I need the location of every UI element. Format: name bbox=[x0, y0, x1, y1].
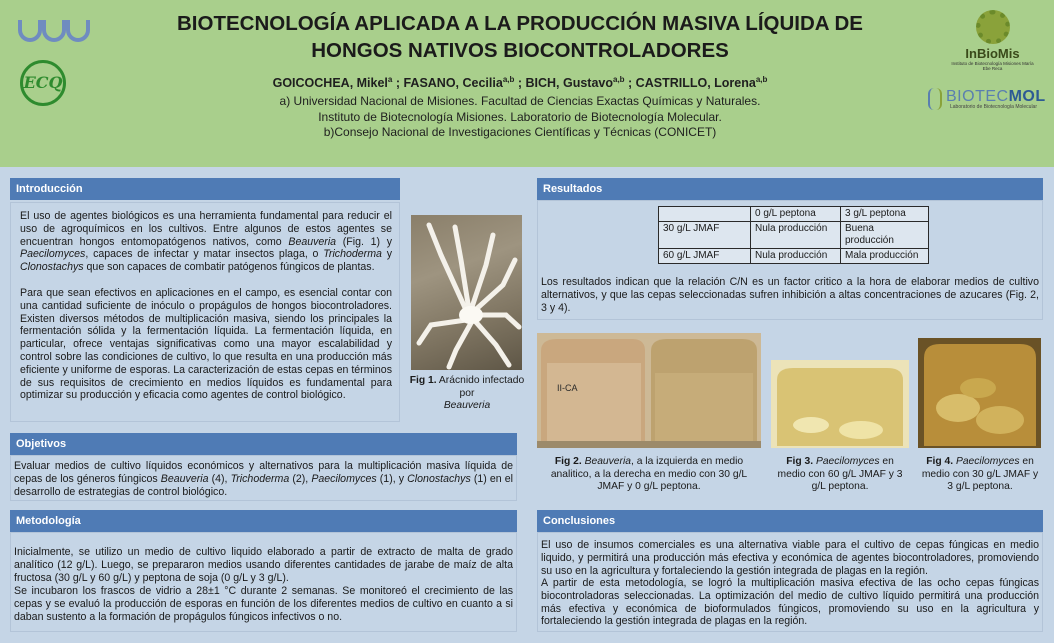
table-row bbox=[659, 222, 929, 249]
caption-label: Fig 2. bbox=[554, 456, 582, 467]
biotecmol-subtitle: Laboratorio de Biotecnología Molecular bbox=[950, 104, 1037, 110]
fig2-caption bbox=[540, 456, 758, 494]
inbiomis-name: InBioMis bbox=[965, 46, 1020, 61]
text-run: , capaces de infectar y matar insectos plaga, o bbox=[85, 248, 324, 261]
caption-text: Arácnido infectado por bbox=[436, 375, 525, 399]
caption-text: en medio con 60 g/L JMAF y 3 g/L peptona. bbox=[777, 456, 903, 492]
author-name: GOICOCHEA, Mikel bbox=[272, 76, 388, 91]
unam-logo bbox=[18, 14, 90, 48]
author-sup: a,b bbox=[613, 75, 625, 84]
title-line-1: BIOTECNOLOGÍA APLICADA A LA PRODUCCIÓN MASIVA LÍQUIDA DE bbox=[177, 12, 863, 35]
biotecmol-name-b: MOL bbox=[1008, 88, 1046, 105]
text-italic: Beauveria bbox=[160, 472, 209, 485]
table-cell: 3 g/L peptona bbox=[841, 207, 929, 222]
poster-header bbox=[0, 0, 1054, 167]
fig2-photo bbox=[537, 333, 761, 448]
dna-icon bbox=[928, 88, 942, 110]
table-cell: Nula producción bbox=[751, 249, 841, 264]
author-sup: a,b bbox=[755, 75, 768, 84]
table-cell: Mala producción bbox=[841, 249, 929, 264]
text-run: que son capaces de combatir patógenos fúngicos de plantas. bbox=[83, 261, 375, 274]
fig4-photo bbox=[918, 338, 1041, 448]
text-italic: Clonostachys bbox=[20, 261, 84, 274]
conclusiones-paragraph-1: El uso de insumos comerciales es una alternativa viable para el cultivo de cepas fúngicas en medio liquido, y permitirá una producción más efectiva y económica de agentes biocontroladores, promoviendo su uso en la agricultura y fortaleciendo la gestión integrada de plagas en la región. bbox=[541, 539, 1039, 577]
affiliation-b: b)Consejo Nacional de Investigaciones Científicas y Técnicas (CONICET) bbox=[323, 125, 717, 139]
text-italic: Trichoderma bbox=[323, 248, 382, 261]
author-name: FASANO, Cecilia bbox=[403, 76, 503, 91]
caption-text: en medio con 30 g/L JMAF y 3 g/L peptona. bbox=[921, 456, 1039, 492]
table-cell bbox=[659, 207, 751, 222]
caption-label: Fig 4. bbox=[926, 456, 954, 467]
objetivos-heading: Objetivos bbox=[10, 433, 517, 455]
caption-label: Fig 1. bbox=[409, 375, 437, 386]
text-italic: Trichoderma bbox=[230, 472, 290, 485]
caption-label: Fig 3. bbox=[786, 456, 814, 467]
author-separator: ; bbox=[624, 76, 636, 91]
inbiomis-logo bbox=[950, 10, 1035, 80]
conclusiones-heading: Conclusiones bbox=[537, 510, 1043, 532]
author-sup: a bbox=[387, 75, 393, 84]
objetivos-text bbox=[14, 460, 513, 498]
table-cell: Buena producción bbox=[841, 222, 929, 249]
fig1-caption bbox=[408, 375, 526, 413]
conclusiones-paragraph-2: A partir de esta metodología, se logró la multiplicación masiva efectiva de las ocho cepas fúngicas biocontroladoras seleccionadas. La optimización del medio de cultivo líquido permitirá una producción más efectiva y económica de bioformulados fúngicos, promoviendo su uso en la agricultura y fortaleciendo la gestión integrada de plagas en la región. bbox=[541, 577, 1039, 628]
author-name: BICH, Gustavo bbox=[525, 76, 613, 91]
affiliation-a: a) Universidad Nacional de Misiones. Facultad de Ciencias Exactas Químicas y Naturales. bbox=[279, 94, 761, 108]
caption-italic: Paecilomyces bbox=[955, 456, 1020, 467]
text-run: (Fig. 1) y bbox=[336, 235, 393, 248]
biotecmol-logo bbox=[928, 88, 1048, 118]
fig3-caption bbox=[772, 456, 908, 494]
table-row bbox=[659, 249, 929, 264]
jar-image bbox=[918, 338, 1041, 448]
intro-paragraph-1 bbox=[20, 210, 392, 274]
jar-label: II-CA bbox=[557, 383, 578, 393]
title-line-2: HONGOS NATIVOS BIOCONTROLADORES bbox=[311, 39, 729, 62]
biotecmol-name-a: BIOTEC bbox=[946, 88, 1009, 105]
text-run: (1) en el desarrollo de estrategias de control biológico. bbox=[14, 472, 513, 498]
author-separator: ; bbox=[514, 76, 526, 91]
text-run: El uso de agentes biológicos es una herramienta fundamental para reducir el uso de agroquímicos en los cultivos. Entre algunos de estos agentes se encuentran hongos entomopatógenos nativos, como bbox=[20, 210, 392, 248]
table-header-row bbox=[659, 207, 929, 222]
authors-line bbox=[160, 75, 880, 90]
table-cell: 30 g/L JMAF bbox=[659, 222, 751, 249]
text-run: Evaluar medios de cultivo líquidos económicos y alternativos para la multiplicación masiva líquida de cepas de los géneros fúngicos bbox=[14, 460, 513, 485]
author-separator: ; bbox=[392, 76, 404, 91]
table-cell: 0 g/L peptona bbox=[751, 207, 841, 222]
resultados-heading: Resultados bbox=[537, 178, 1043, 200]
intro-paragraph-2: Para que sean efectivos en aplicaciones en el campo, es esencial contar con una cantidad suficiente de inóculo o propágulos de hongos biocontroladores. Existen diversos métodos de multiplicación masiva, siendo los principales la fermentación sólida y la fermentación líquida. La fermentación líquida, en particular, ofrece ventajas significativas como una mayor escalabilidad y control sobre las condiciones de cultivo, lo que resulta en una producción más eficiente y uniforme de esporas. La caracterización de estas cepas en términos de sus requisitos de crecimiento en medios líquidos es fundamental para optimizar su producción y eficacia como agentes de control biológico. bbox=[20, 287, 392, 402]
ecq-logo bbox=[20, 60, 66, 106]
jars-image bbox=[537, 333, 761, 448]
fig1-photo bbox=[411, 215, 522, 370]
resultados-text: Los resultados indican que la relación C/N es un factor critico a la hora de elaborar medios de cultivo alternativos, y que las cepas seleccionadas sufren inhibición a altas concentraciones de azucares (Fig. 2, 3 y 4). bbox=[541, 276, 1039, 314]
fig3-photo bbox=[771, 360, 909, 448]
jar-image bbox=[771, 360, 909, 448]
gear-icon bbox=[976, 10, 1010, 44]
text-run: (1), y bbox=[376, 472, 408, 485]
caption-italic: Paecilomyces bbox=[815, 456, 880, 467]
text-italic: Paecilomyces bbox=[311, 472, 377, 485]
author-sup: a,b bbox=[502, 75, 515, 84]
table-cell: 60 g/L JMAF bbox=[659, 249, 751, 264]
inbiomis-subtitle: Instituto de Biotecnología Misiones María Ebe Reca bbox=[951, 61, 1034, 71]
poster-title bbox=[120, 10, 920, 64]
ecq-logo-text: ECQ bbox=[23, 73, 63, 92]
caption-text: , a la izquierda en medio analitico, a la derecha en medio con 30 g/L JMAF y 0 g/L peptona. bbox=[550, 456, 748, 492]
text-run: (4), bbox=[208, 472, 231, 485]
author-name: CASTRILLO, Lorena bbox=[635, 76, 756, 91]
results-table bbox=[658, 206, 929, 264]
affiliations bbox=[160, 94, 880, 141]
text-italic: Beauveria bbox=[288, 235, 337, 248]
text-italic: Paecilomyces bbox=[20, 248, 86, 261]
metodologia-heading: Metodología bbox=[10, 510, 517, 532]
metodologia-paragraph-1: Inicialmente, se utilizo un medio de cultivo liquido elaborado a partir de extracto de malta de grado analítico (12 g/L). Luego, se prepararon medios usando diferentes cantidades de jarabe de maíz de alta fructosa (30 g/L y 60 g/L) y peptona de soja (0 g/L y 3 g/L). bbox=[14, 546, 513, 584]
intro-heading: Introducción bbox=[10, 178, 400, 200]
fig4-caption bbox=[918, 456, 1042, 494]
metodologia-paragraph-2: Se incubaron los frascos de vidrio a 28±1 °C durante 2 semanas. Se monitoreó el crecimiento de las cepas y se evaluó la producción de esporas en función de los diferentes medios de cultivo en cuanto a si daban sustento a la formación de propágulos fúngicos infectivos o no. bbox=[14, 585, 513, 623]
affiliation-institute: Instituto de Biotecnología Misiones. Laboratorio de Biotecnología Molecular. bbox=[318, 109, 722, 124]
text-run: y bbox=[381, 248, 392, 261]
caption-italic: Beauveria bbox=[584, 456, 631, 467]
spider-image bbox=[411, 215, 522, 370]
text-run: (2), bbox=[289, 472, 312, 485]
caption-italic: Beauveria bbox=[443, 400, 491, 411]
table-cell: Nula producción bbox=[751, 222, 841, 249]
text-italic: Clonostachys bbox=[407, 472, 471, 485]
